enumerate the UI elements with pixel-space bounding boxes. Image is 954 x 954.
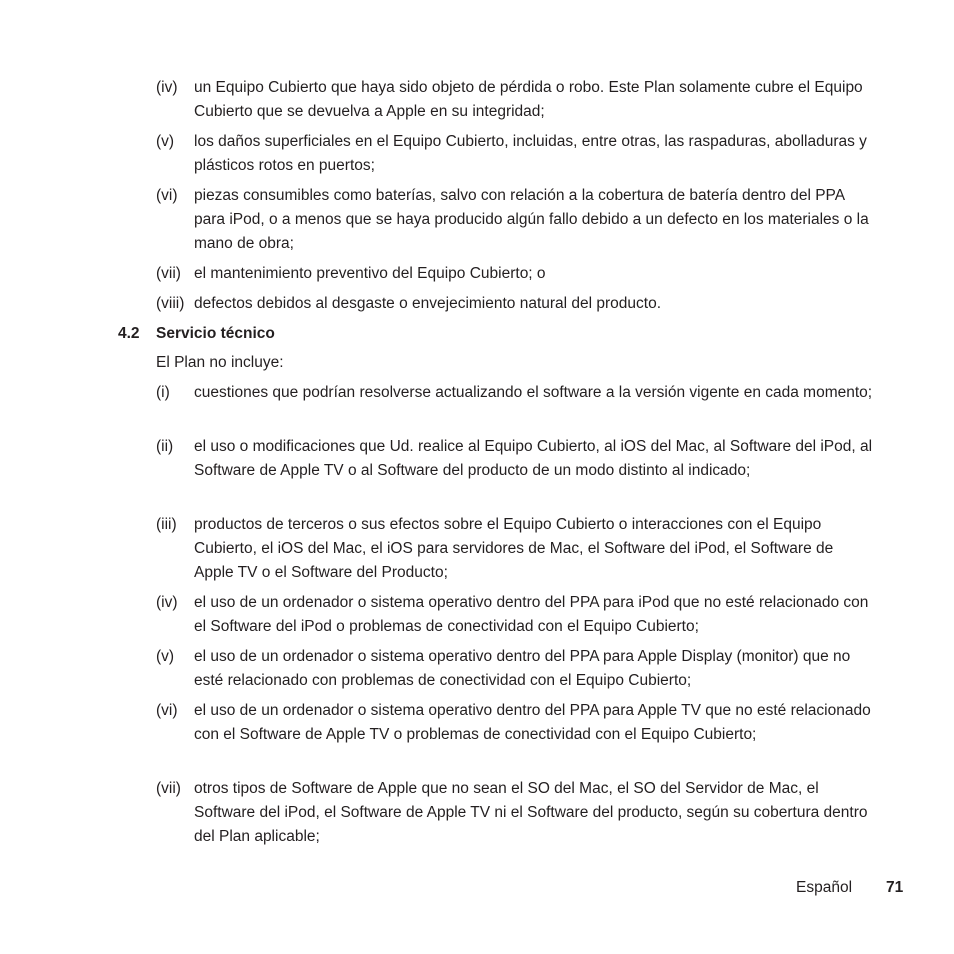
section-number: 4.2 xyxy=(118,325,140,342)
section-heading xyxy=(118,322,275,346)
list-item-text: los daños superficiales en el Equipo Cubierto, incluidas, entre otras, las raspaduras, abolladuras y plásticos rotos en puertos; xyxy=(194,133,867,174)
list-item-text: un Equipo Cubierto que haya sido objeto de pérdida o robo. Este Plan solamente cubre el Equipo Cubierto que se devuelva a Apple en su integridad; xyxy=(194,79,863,120)
list-item-text: otros tipos de Software de Apple que no sean el SO del Mac, el SO del Servidor de Mac, el Software del iPod, el Software de Apple TV ni el Software del producto, según su cobertura dentro del Plan aplicable; xyxy=(194,780,868,845)
section-title: Servicio técnico xyxy=(156,325,275,342)
list-item xyxy=(156,777,874,849)
list-item-number: (vi) xyxy=(156,702,178,719)
list-item-number: (ii) xyxy=(156,438,174,455)
list-item-text: el mantenimiento preventivo del Equipo Cubierto; o xyxy=(194,265,546,282)
list-item-number: (iii) xyxy=(156,516,177,533)
list-item-number: (iv) xyxy=(156,79,178,96)
list-item xyxy=(156,292,874,316)
section-intro: El Plan no incluye: xyxy=(156,354,284,371)
list-item xyxy=(156,262,874,286)
list-item-text: el uso o modificaciones que Ud. realice al Equipo Cubierto, al iOS del Mac, al Software del iPod, al Software de Apple TV o al Software del producto de un modo distinto al indicado; xyxy=(194,438,873,479)
list-item xyxy=(156,381,874,405)
list-item-text: defectos debidos al desgaste o envejecimiento natural del producto. xyxy=(194,295,662,312)
list-item-number: (vi) xyxy=(156,187,178,204)
list-item-number: (vii) xyxy=(156,265,181,282)
list-item-text: el uso de un ordenador o sistema operativo dentro del PPA para Apple TV que no esté relacionado con el Software de Apple TV o problemas de conectividad con el Equipo Cubierto; xyxy=(194,702,871,743)
list-item xyxy=(156,699,874,747)
list-item xyxy=(156,513,874,585)
list-item-number: (vii) xyxy=(156,780,181,797)
list-item xyxy=(156,645,874,693)
list-item-text: el uso de un ordenador o sistema operativo dentro del PPA para iPod que no esté relacionado con el Software del iPod o problemas de conectividad con el Equipo Cubierto; xyxy=(194,594,869,635)
list-item-text: el uso de un ordenador o sistema operativo dentro del PPA para Apple Display (monitor) que no esté relacionado con problemas de conectividad con el Equipo Cubierto; xyxy=(194,648,851,689)
list-item xyxy=(156,76,874,124)
list-item-number: (viii) xyxy=(156,295,185,312)
list-item-number: (i) xyxy=(156,384,170,401)
list-item-number: (iv) xyxy=(156,594,178,611)
list-item-text: piezas consumibles como baterías, salvo con relación a la cobertura de batería dentro del PPA para iPod, o a menos que se haya producido algún fallo debido a un defecto en los materiales o la mano de obra; xyxy=(194,187,869,252)
list-item-number: (v) xyxy=(156,648,175,665)
list-item-number: (v) xyxy=(156,133,175,150)
page-number: 71 xyxy=(886,879,904,896)
list-item xyxy=(156,184,874,256)
list-item-text: productos de terceros o sus efectos sobre el Equipo Cubierto o interacciones con el Equipo Cubierto, el iOS del Mac, el iOS para servidores de Mac, el Software del iPod, el Software de Apple TV o el Software del Producto; xyxy=(194,516,834,581)
footer-language: Español xyxy=(796,879,853,896)
list-item-text: cuestiones que podrían resolverse actualizando el software a la versión vigente en cada momento; xyxy=(194,384,873,401)
list-item xyxy=(156,435,874,483)
list-item xyxy=(156,591,874,639)
list-item xyxy=(156,130,874,178)
